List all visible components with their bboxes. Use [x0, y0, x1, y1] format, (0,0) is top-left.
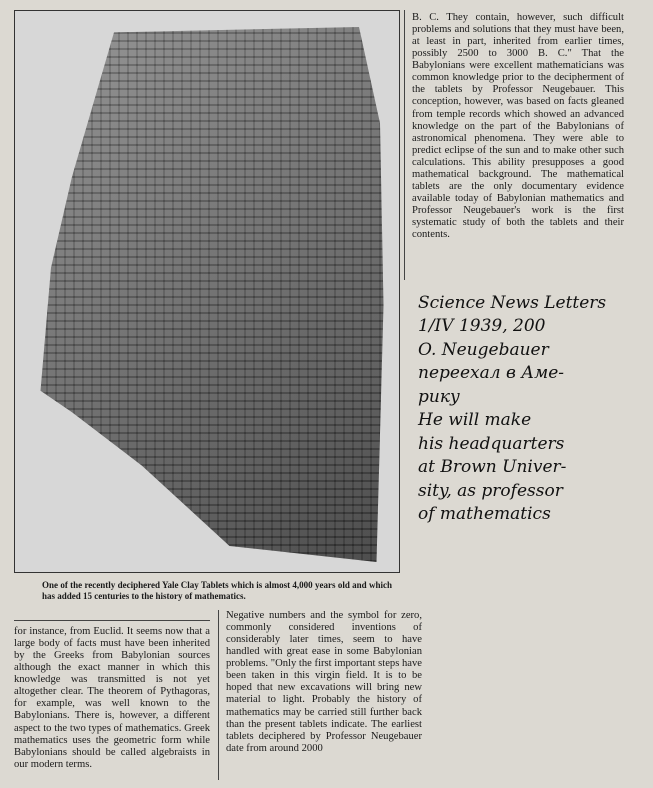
note-line: 1/IV 1939, 200: [418, 316, 546, 337]
tablet-photo-frame: [14, 10, 400, 573]
note-line: at Brown Univer-: [418, 457, 567, 478]
bottom-right-column-text: [226, 610, 422, 755]
bottom-left-column-text: [14, 626, 210, 771]
bottom-column-divider: [218, 610, 219, 780]
note-line: of mathematics: [418, 504, 551, 525]
note-line: Science News Letters: [418, 293, 607, 313]
bottom-left-rule: [14, 620, 210, 621]
right-column-text: [412, 12, 624, 241]
bottom-right-paragraph: Negative numbers and the symbol for zero, commonly considered inventions of considerably later times, seem to have handled with great ease in some Babylonian problems. "Only the first important steps have been taken in this virgin field. It is to be hoped that new excavations will bring new material to light. Probably the history of mathematics may be carried still further back than the present tablets indicate. The earliest tablets deciphered by Professor Neugebauer date from around 2000: [226, 610, 422, 754]
note-line: O. Neugebauer: [418, 339, 549, 360]
note-line: переехал в Аме-: [418, 363, 565, 384]
bottom-left-paragraph: for instance, from Euclid. It seems now that a large body of facts must have been inherited by the Greeks from Babylonian sources although the exact manner in which this knowledge was transmitted is not yet altogether clear. The theorem of Pythagoras, for example, was well known to the Babylonians. There is, however, a different aspect to the two types of mathematics. Greek mathematics uses the geometric form while Babylonians should be called algebraists in our modern terms.: [14, 626, 210, 770]
note-line: his headquarters: [418, 433, 565, 454]
column-divider-top: [404, 10, 405, 280]
photo-caption: One of the recently deciphered Yale Clay Tablets which is almost 4,000 years old and which has added 15 centuries to the history of mathematics.: [42, 580, 392, 602]
handwritten-note: [418, 292, 650, 527]
note-line: sity, as professor: [418, 480, 563, 501]
note-line: рику: [418, 386, 460, 407]
right-column-paragraph: B. C. They contain, however, such difficult problems and solutions that they must have been, at least in part, inherited from earlier times, possibly 2500 to 3000 B. C." That the Babylonians were excellent mathematicians was common knowledge prior to the decipherment of the tablets by Professor Neugebauer. This conception, however, was based on facts gleaned from temple records which showed an advanced knowledge on the part of the Babylonians of astronomical phenomena. They were able to predict eclipse of the sun and to make other such calculations. This ability presupposes a good mathematical background. The mathematical tablets are the only documentary evidence available today of Babylonian mathematics and Professor Neugebauer's work is the first systematic study of both the tablets and their contents.: [412, 12, 624, 241]
note-line: He will make: [418, 410, 532, 431]
clay-tablet-photo: [37, 27, 387, 562]
